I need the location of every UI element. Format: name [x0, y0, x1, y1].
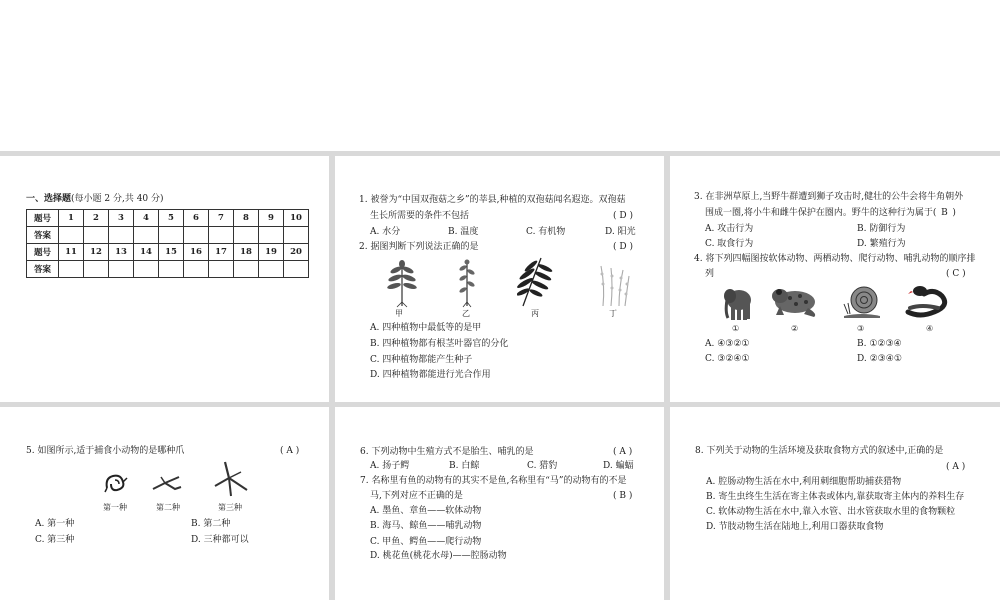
q5-answer: ( A ) — [280, 446, 300, 456]
q1-option-b[interactable]: B. 温度 — [448, 227, 479, 237]
q2-option-b[interactable]: B. 四种植物都有根茎叶器官的分化 — [370, 339, 509, 349]
grid-number: 5 — [159, 210, 184, 227]
elephant-image — [722, 284, 754, 324]
grid-number: 10 — [284, 210, 309, 227]
q3-option-b[interactable]: B. 防御行为 — [857, 224, 906, 234]
answer-cell[interactable] — [209, 261, 234, 278]
q3-answer-close: ) — [952, 208, 956, 218]
slide-answer-sheet — [0, 156, 329, 402]
q6-option-a[interactable]: A. 扬子鳄 — [370, 461, 410, 471]
claw-first-image — [103, 470, 129, 494]
slide-questions-1-2 — [335, 156, 664, 402]
animal-label-4: ④ — [926, 324, 934, 333]
q3-option-a[interactable]: A. 攻击行为 — [705, 224, 754, 234]
grid-number: 9 — [259, 210, 284, 227]
answer-cell[interactable] — [159, 261, 184, 278]
q4-option-b[interactable]: B. ①②③④ — [857, 339, 902, 349]
q4-option-d[interactable]: D. ②③④① — [857, 354, 902, 364]
plant-ding-label: 丁 — [609, 309, 617, 318]
q8-option-b[interactable]: B. 寄生虫终生生活在寄主体表或体内,靠获取寄主体内的养料生存 — [706, 492, 965, 502]
q7-option-a[interactable]: A. 墨鱼、章鱼——软体动物 — [370, 506, 482, 516]
q1-option-a[interactable]: A. 水分 — [370, 227, 401, 237]
grid-number: 15 — [159, 244, 184, 261]
grid-number: 8 — [234, 210, 259, 227]
q4-option-a[interactable]: A. ④③②① — [705, 339, 750, 349]
grid-number: 12 — [84, 244, 109, 261]
q3-stem-line1: 3. 在非洲草原上,当野牛群遭到狮子攻击时,健壮的公牛会将牛角朝外 — [694, 192, 964, 202]
q6-option-c[interactable]: C. 猎豹 — [527, 461, 558, 471]
plant-yi-label: 乙 — [462, 309, 470, 318]
answer-cell[interactable] — [284, 261, 309, 278]
q4-option-c[interactable]: C. ③②④① — [705, 354, 750, 364]
grid-number: 19 — [259, 244, 284, 261]
q7-stem-line2: 马,下列对应不正确的是 — [370, 491, 463, 501]
q3-answer: B — [941, 208, 948, 218]
claw-first-label: 第一种 — [103, 503, 127, 512]
grid-number: 1 — [59, 210, 84, 227]
q3-option-d[interactable]: D. 繁殖行为 — [857, 239, 906, 249]
q2-option-a[interactable]: A. 四种植物中最低等的是甲 — [370, 323, 482, 333]
q3-stem-text: 围成一圈,将小牛和雌牛保护在圈内。野牛的这种行为属于( — [705, 208, 937, 218]
section-note: (每小题 2 分,共 40 分) — [71, 194, 164, 204]
slide-question-5 — [0, 407, 329, 600]
answer-cell[interactable] — [259, 261, 284, 278]
section-heading — [26, 193, 164, 205]
q6-stem: 6. 下列动物中生殖方式不是胎生、哺乳的是 — [360, 447, 534, 457]
answer-cell[interactable] — [234, 261, 259, 278]
answer-cell[interactable] — [134, 261, 159, 278]
plant-yi-image — [455, 258, 479, 308]
q1-option-d[interactable]: D. 阳光 — [605, 227, 636, 237]
grid-number: 14 — [134, 244, 159, 261]
grid-number: 20 — [284, 244, 309, 261]
q5-option-c[interactable]: C. 第三种 — [35, 535, 75, 545]
answer-cell[interactable] — [184, 261, 209, 278]
grid-number: 4 — [134, 210, 159, 227]
section-title: 一、选择题 — [26, 194, 72, 204]
q4-answer: ( C ) — [946, 269, 966, 279]
grid-number: 3 — [109, 210, 134, 227]
claw-second-label: 第二种 — [156, 503, 180, 512]
q8-option-a[interactable]: A. 腔肠动物生活在水中,利用刺细胞帮助捕获猎物 — [706, 477, 902, 487]
q7-answer: ( B ) — [613, 491, 633, 501]
frog-image — [770, 284, 820, 318]
grid-number: 16 — [184, 244, 209, 261]
row-label: 答案 — [27, 261, 59, 278]
number-row-2 — [27, 244, 309, 261]
grid-number: 18 — [234, 244, 259, 261]
answer-cell[interactable] — [84, 261, 109, 278]
answer-cell[interactable] — [84, 227, 109, 244]
q5-stem: 5. 如图所示,适于捕食小动物的是哪种爪 — [26, 446, 185, 456]
answer-cell[interactable] — [184, 227, 209, 244]
grid-number: 11 — [59, 244, 84, 261]
q7-option-c[interactable]: C. 甲鱼、鳄鱼——爬行动物 — [370, 537, 482, 547]
animal-label-2: ② — [791, 324, 799, 333]
q1-stem-line1: 1. 被誉为“中国双孢菇之乡”的莘县,种植的双孢菇闻名遐迩。双孢菇 — [359, 195, 626, 205]
q1-answer: ( D ) — [613, 211, 633, 221]
q7-option-b[interactable]: B. 海马、鲸鱼——哺乳动物 — [370, 521, 482, 531]
slide-questions-3-4 — [670, 156, 1000, 402]
slide-question-8 — [670, 407, 1000, 600]
q7-stem-line1: 7. 名称里有鱼的动物有的其实不是鱼,名称里有“马”的动物有的不是 — [360, 476, 627, 486]
q6-option-d[interactable]: D. 蝙蝠 — [603, 461, 634, 471]
answer-cell[interactable] — [284, 227, 309, 244]
snail-image — [842, 284, 882, 320]
plant-bing-image — [517, 254, 555, 308]
row-label: 题号 — [27, 210, 59, 227]
grid-number: 17 — [209, 244, 234, 261]
q1-stem-line2: 生长所需要的条件不包括 — [370, 211, 470, 221]
q8-answer: ( A ) — [946, 462, 966, 472]
answer-cell[interactable] — [234, 227, 259, 244]
plant-jia-label: 甲 — [395, 309, 403, 318]
answer-cell[interactable] — [209, 227, 234, 244]
q6-option-b[interactable]: B. 白鲸 — [449, 461, 480, 471]
q8-option-c[interactable]: C. 软体动物生活在水中,靠入水管、出水管获取水里的食物颗粒 — [706, 507, 956, 517]
row-label: 题号 — [27, 244, 59, 261]
q4-stem-line2: 列 — [705, 269, 715, 279]
grid-number: 13 — [109, 244, 134, 261]
grid-number: 2 — [84, 210, 109, 227]
number-row-1 — [27, 210, 309, 227]
answer-cell[interactable] — [109, 261, 134, 278]
answer-row-2 — [27, 261, 309, 278]
q5-option-a[interactable]: A. 第一种 — [35, 519, 75, 529]
snake-image — [902, 282, 956, 320]
q6-answer: ( A ) — [613, 447, 633, 457]
q8-option-d[interactable]: D. 节肢动物生活在陆地上,利用口器获取食物 — [706, 522, 884, 532]
q4-stem-line1: 4. 将下列四幅图按软体动物、两栖动物、爬行动物、哺乳动物的顺序排 — [694, 254, 976, 264]
plant-ding-image — [597, 262, 631, 308]
answer-cell[interactable] — [159, 227, 184, 244]
answer-cell[interactable] — [134, 227, 159, 244]
claw-second-image — [151, 473, 183, 493]
plant-jia-image — [387, 258, 417, 308]
plant-bing-label: 丙 — [531, 309, 539, 318]
q2-stem: 2. 据图判断下列说法正确的是 — [359, 242, 479, 252]
slide-questions-6-7 — [335, 407, 664, 600]
q3-option-c[interactable]: C. 取食行为 — [705, 239, 754, 249]
grid-number: 7 — [209, 210, 234, 227]
q7-option-d[interactable]: D. 桃花鱼(桃花水母)——腔肠动物 — [370, 551, 507, 561]
answer-grid — [26, 209, 309, 278]
row-label: 答案 — [27, 227, 59, 244]
answer-cell[interactable] — [59, 261, 84, 278]
q2-option-c[interactable]: C. 四种植物都能产生种子 — [370, 355, 473, 365]
q1-option-c[interactable]: C. 有机物 — [526, 227, 566, 237]
q8-stem: 8. 下列关于动物的生活环境及获取食物方式的叙述中,正确的是 — [695, 446, 944, 456]
answer-cell[interactable] — [259, 227, 284, 244]
animal-label-1: ① — [732, 324, 740, 333]
grid-number: 6 — [184, 210, 209, 227]
claw-third-label: 第三种 — [218, 503, 242, 512]
q5-option-b[interactable]: B. 第二种 — [191, 519, 231, 529]
q5-option-d[interactable]: D. 三种都可以 — [191, 535, 249, 545]
animal-label-3: ③ — [857, 324, 865, 333]
q2-answer: ( D ) — [613, 242, 633, 252]
answer-cell[interactable] — [109, 227, 134, 244]
claw-third-image — [211, 460, 251, 498]
q2-option-d[interactable]: D. 四种植物都能进行光合作用 — [370, 370, 491, 380]
q3-stem-line2 — [705, 207, 956, 219]
answer-cell[interactable] — [59, 227, 84, 244]
answer-row-1 — [27, 227, 309, 244]
